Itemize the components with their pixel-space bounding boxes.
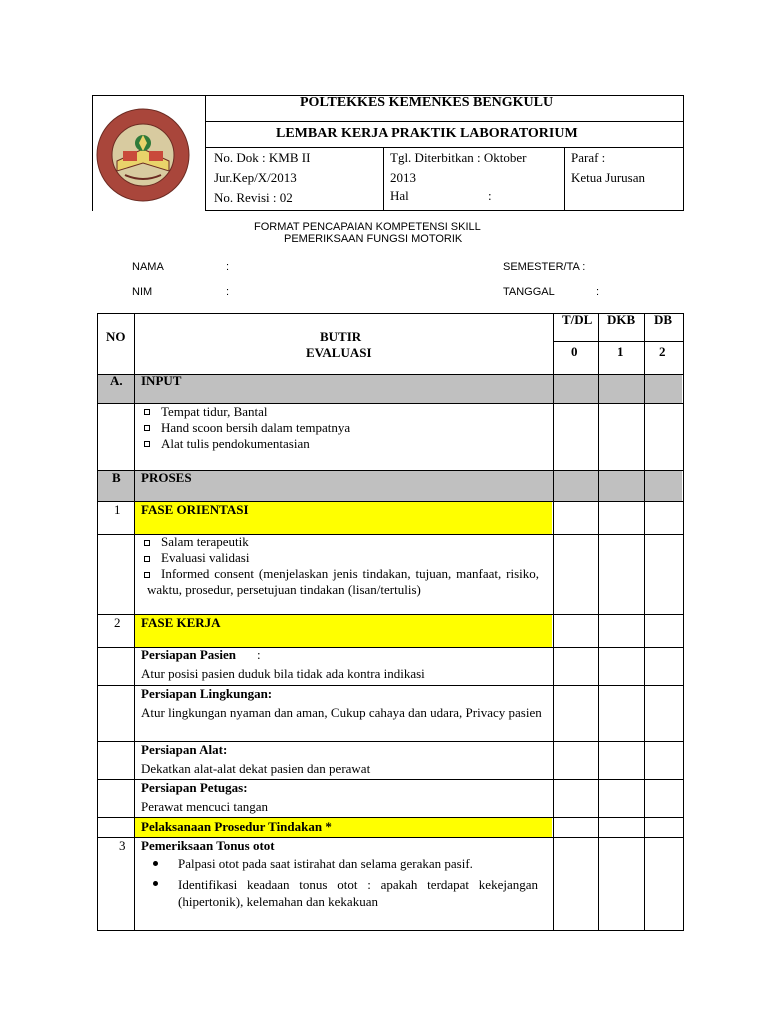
persiapan-alat-title: Persiapan Alat: bbox=[141, 742, 228, 757]
fase-orientasi-title: FASE ORIENTASI bbox=[141, 502, 249, 517]
persiapan-pasien-colon: : bbox=[257, 647, 261, 662]
no-revisi: No. Revisi : 02 bbox=[214, 190, 293, 205]
section-b-number: B bbox=[112, 470, 121, 485]
square-bullet-icon bbox=[144, 540, 150, 546]
square-bullet-icon bbox=[144, 556, 150, 562]
input-item: Alat tulis pendokumentasian bbox=[161, 436, 310, 451]
row-1-number: 1 bbox=[114, 502, 121, 517]
fase-kerja-title: FASE KERJA bbox=[141, 615, 221, 630]
institution-name: POLTEKKES KEMENKES BENGKULU bbox=[300, 95, 554, 110]
col-no-header: NO bbox=[106, 329, 126, 344]
tonus-item-identifikasi: Identifikasi keadaan tonus otot : apakah terdapat kekejangan (hipertonik), kelemahan dan kekakuan bbox=[178, 877, 538, 909]
score-2: 2 bbox=[659, 344, 666, 359]
nama-colon: : bbox=[226, 261, 230, 273]
tonus-otot-title: Pemeriksaan Tonus otot bbox=[141, 838, 275, 853]
bullet-icon bbox=[153, 881, 158, 886]
score-0: 0 bbox=[571, 344, 578, 359]
input-item: Hand scoon bersih dalam tempatnya bbox=[161, 420, 351, 435]
paraf-label: Paraf : bbox=[571, 150, 606, 165]
col-db-header: DB bbox=[654, 312, 673, 327]
persiapan-pasien-title: Persiapan Pasien bbox=[141, 647, 236, 662]
pelaksanaan-title: Pelaksanaan Prosedur Tindakan * bbox=[141, 819, 332, 834]
semester-label: SEMESTER/TA : bbox=[503, 261, 586, 273]
form-title-line-2: PEMERIKSAAN FUNGSI MOTORIK bbox=[284, 233, 463, 245]
document-title: LEMBAR KERJA PRAKTIK LABORATORIUM bbox=[276, 126, 578, 141]
bullet-icon bbox=[153, 861, 158, 866]
orientasi-item: Evaluasi validasi bbox=[161, 550, 250, 565]
hal-colon: : bbox=[488, 188, 492, 203]
square-bullet-icon bbox=[144, 425, 150, 431]
col-dkb-header: DKB bbox=[607, 312, 636, 327]
section-a-number: A. bbox=[110, 373, 123, 388]
orientasi-item-informed-consent: Informed consent (menjelaskan jenis tindakan, tujuan, manfaat, risiko, waktu, prosedur, persetujuan tindakan (lisan/tertulis) bbox=[147, 566, 539, 597]
input-item: Tempat tidur, Bantal bbox=[161, 404, 268, 419]
col-butir-header-2: EVALUASI bbox=[306, 345, 372, 360]
hal-label: Hal bbox=[390, 188, 409, 203]
persiapan-pasien-text: Atur posisi pasien duduk bila tidak ada kontra indikasi bbox=[141, 666, 425, 681]
tonus-item: Palpasi otot pada saat istirahat dan selama gerakan pasif. bbox=[178, 856, 473, 871]
tgl-diterbitkan-line-1: Tgl. Diterbitkan : Oktober bbox=[390, 150, 527, 165]
tanggal-label: TANGGAL bbox=[503, 286, 555, 298]
score-1: 1 bbox=[617, 344, 624, 359]
nama-label: NAMA bbox=[132, 261, 164, 273]
ketua-jurusan: Ketua Jurusan bbox=[571, 170, 646, 185]
section-a-title: INPUT bbox=[141, 373, 182, 388]
persiapan-petugas-text: Perawat mencuci tangan bbox=[141, 799, 269, 814]
section-a-fill bbox=[98, 375, 682, 403]
square-bullet-icon bbox=[144, 409, 150, 415]
persiapan-petugas-title: Persiapan Petugas: bbox=[141, 780, 248, 795]
no-dok-line-2: Jur.Kep/X/2013 bbox=[214, 170, 297, 185]
form-title-line-1: FORMAT PENCAPAIAN KOMPETENSI SKILL bbox=[254, 221, 481, 233]
col-tdl-header: T/DL bbox=[562, 312, 593, 327]
row-2-number: 2 bbox=[114, 615, 121, 630]
no-dok-line-1: No. Dok : KMB II bbox=[214, 150, 311, 165]
section-b-title: PROSES bbox=[141, 470, 192, 485]
persiapan-alat-text: Dekatkan alat-alat dekat pasien dan perawat bbox=[141, 761, 371, 776]
institution-logo bbox=[95, 107, 191, 203]
row-3-number: 3 bbox=[119, 838, 126, 853]
col-butir-header-1: BUTIR bbox=[320, 329, 362, 344]
tanggal-colon: : bbox=[596, 286, 600, 298]
tgl-diterbitkan-line-2: 2013 bbox=[390, 170, 416, 185]
persiapan-lingkungan-title: Persiapan Lingkungan: bbox=[141, 686, 273, 701]
orientasi-item: Salam terapeutik bbox=[161, 534, 249, 549]
nim-label: NIM bbox=[132, 286, 153, 298]
nim-colon: : bbox=[226, 286, 230, 298]
persiapan-lingkungan-text: Atur lingkungan nyaman dan aman, Cukup cahaya dan udara, Privacy pasien bbox=[141, 705, 542, 720]
square-bullet-icon bbox=[144, 441, 150, 447]
